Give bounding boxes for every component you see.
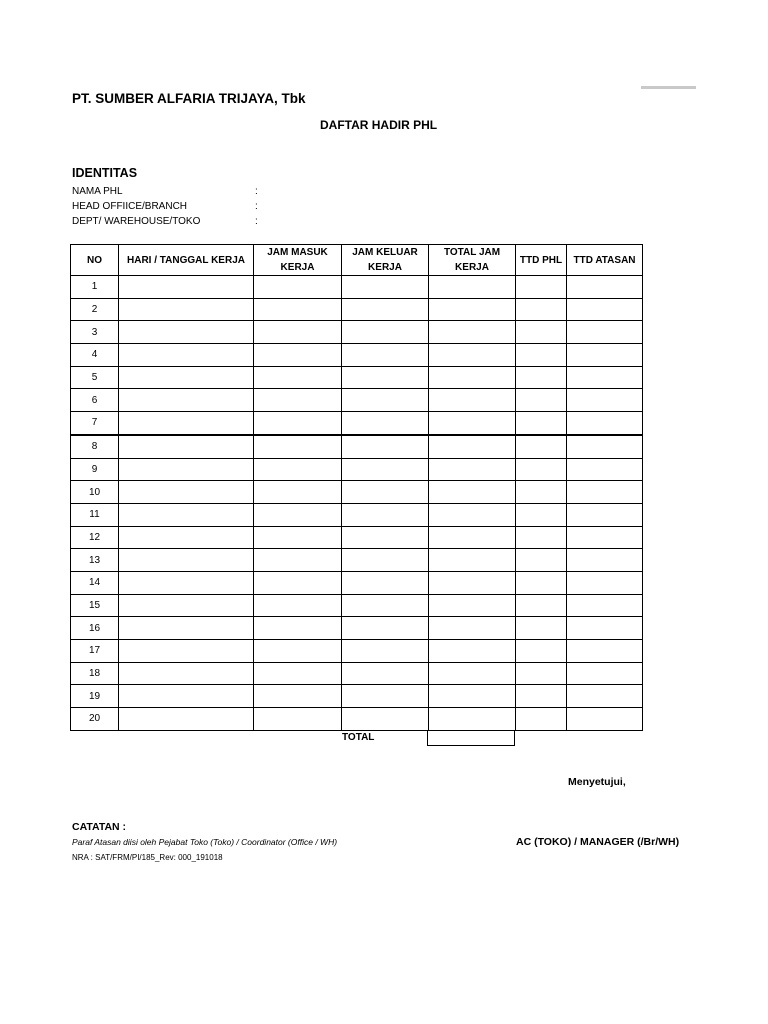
time-out-cell[interactable] (342, 571, 429, 594)
phl-signature-cell[interactable] (516, 594, 567, 617)
field-separator: : (255, 201, 258, 212)
supervisor-signature-cell[interactable] (567, 662, 643, 685)
total-hours-cell[interactable] (429, 526, 516, 549)
column-header-time-out: JAM KELUAR KERJA (342, 245, 429, 276)
table-row (71, 389, 643, 412)
phl-signature-cell[interactable] (516, 366, 567, 389)
phl-signature-cell[interactable] (516, 549, 567, 572)
time-out-cell[interactable] (342, 549, 429, 572)
supervisor-signature-cell[interactable] (567, 412, 643, 435)
column-header-phl-signature: TTD PHL (516, 245, 567, 276)
row-number: 13 (71, 549, 119, 572)
table-row (71, 481, 643, 504)
date-cell[interactable] (119, 344, 254, 367)
column-header-no: NO (71, 245, 119, 276)
notes-heading: CATATAN : (72, 821, 127, 833)
column-header-time-in: JAM MASUK KERJA (254, 245, 342, 276)
phl-signature-cell[interactable] (516, 640, 567, 663)
top-decorative-rule (641, 86, 696, 89)
total-hours-cell[interactable] (429, 640, 516, 663)
time-in-cell[interactable] (254, 617, 342, 640)
date-cell[interactable] (119, 298, 254, 321)
time-in-cell[interactable] (254, 276, 342, 299)
document-title: DAFTAR HADIR PHL (320, 118, 438, 132)
total-hours-cell[interactable] (429, 412, 516, 435)
time-out-cell[interactable] (342, 344, 429, 367)
supervisor-signature-cell[interactable] (567, 685, 643, 708)
table-row (71, 435, 643, 458)
supervisor-signature-cell[interactable] (567, 298, 643, 321)
date-cell[interactable] (119, 640, 254, 663)
table-row (71, 571, 643, 594)
field-separator: : (255, 216, 258, 227)
field-label-nama-phl: NAMA PHL (72, 186, 123, 197)
date-cell[interactable] (119, 594, 254, 617)
row-number: 15 (71, 594, 119, 617)
row-number: 2 (71, 298, 119, 321)
total-hours-cell[interactable] (429, 321, 516, 344)
phl-signature-cell[interactable] (516, 298, 567, 321)
date-cell[interactable] (119, 685, 254, 708)
date-cell[interactable] (119, 435, 254, 458)
row-number: 4 (71, 344, 119, 367)
field-separator: : (255, 186, 258, 197)
date-cell[interactable] (119, 503, 254, 526)
supervisor-signature-cell[interactable] (567, 481, 643, 504)
time-in-cell[interactable] (254, 435, 342, 458)
time-in-cell[interactable] (254, 708, 342, 731)
date-cell[interactable] (119, 617, 254, 640)
time-out-cell[interactable] (342, 640, 429, 663)
row-number: 18 (71, 662, 119, 685)
total-hours-cell[interactable] (429, 503, 516, 526)
time-in-cell[interactable] (254, 503, 342, 526)
date-cell[interactable] (119, 526, 254, 549)
time-out-cell[interactable] (342, 366, 429, 389)
row-number: 3 (71, 321, 119, 344)
phl-signature-cell[interactable] (516, 503, 567, 526)
time-in-cell[interactable] (254, 571, 342, 594)
time-in-cell[interactable] (254, 298, 342, 321)
supervisor-signature-cell[interactable] (567, 640, 643, 663)
table-row (71, 503, 643, 526)
row-number: 1 (71, 276, 119, 299)
row-number: 12 (71, 526, 119, 549)
total-label: TOTAL (342, 732, 375, 743)
time-out-cell[interactable] (342, 662, 429, 685)
supervisor-signature-cell[interactable] (567, 594, 643, 617)
signer-title: AC (TOKO) / MANAGER (/Br/WH) (516, 836, 680, 848)
phl-signature-cell[interactable] (516, 571, 567, 594)
notes-text: Paraf Atasan diisi oleh Pejabat Toko (Toko) / Coordinator (Office / WH) (72, 837, 338, 847)
date-cell[interactable] (119, 481, 254, 504)
total-hours-cell[interactable] (429, 366, 516, 389)
table-row (71, 344, 643, 367)
time-in-cell[interactable] (254, 594, 342, 617)
table-row (71, 708, 643, 731)
table-row (71, 617, 643, 640)
table-row (71, 321, 643, 344)
time-out-cell[interactable] (342, 435, 429, 458)
supervisor-signature-cell[interactable] (567, 366, 643, 389)
total-hours-cell[interactable] (429, 594, 516, 617)
total-hours-cell[interactable] (429, 458, 516, 481)
phl-signature-cell[interactable] (516, 389, 567, 412)
date-cell[interactable] (119, 458, 254, 481)
total-hours-cell[interactable] (429, 298, 516, 321)
supervisor-signature-cell[interactable] (567, 571, 643, 594)
total-hours-cell[interactable] (429, 708, 516, 731)
row-number: 20 (71, 708, 119, 731)
supervisor-signature-cell[interactable] (567, 617, 643, 640)
supervisor-signature-cell[interactable] (567, 549, 643, 572)
date-cell[interactable] (119, 366, 254, 389)
total-hours-cell[interactable] (429, 435, 516, 458)
row-number: 16 (71, 617, 119, 640)
time-out-cell[interactable] (342, 708, 429, 731)
time-out-cell[interactable] (342, 617, 429, 640)
row-number: 11 (71, 503, 119, 526)
row-number: 6 (71, 389, 119, 412)
supervisor-signature-cell[interactable] (567, 321, 643, 344)
time-out-cell[interactable] (342, 276, 429, 299)
time-out-cell[interactable] (342, 503, 429, 526)
phl-signature-cell[interactable] (516, 685, 567, 708)
row-number: 8 (71, 435, 119, 458)
identity-heading: IDENTITAS (72, 166, 138, 180)
phl-signature-cell[interactable] (516, 481, 567, 504)
phl-signature-cell[interactable] (516, 526, 567, 549)
table-row (71, 526, 643, 549)
time-out-cell[interactable] (342, 389, 429, 412)
date-cell[interactable] (119, 412, 254, 435)
column-header-supervisor-signature: TTD ATASAN (567, 245, 643, 276)
phl-signature-cell[interactable] (516, 276, 567, 299)
time-in-cell[interactable] (254, 321, 342, 344)
supervisor-signature-cell[interactable] (567, 708, 643, 731)
phl-signature-cell[interactable] (516, 344, 567, 367)
supervisor-signature-cell[interactable] (567, 344, 643, 367)
phl-signature-cell[interactable] (516, 412, 567, 435)
date-cell[interactable] (119, 708, 254, 731)
date-cell[interactable] (119, 549, 254, 572)
time-out-cell[interactable] (342, 594, 429, 617)
table-body (71, 276, 643, 731)
time-in-cell[interactable] (254, 366, 342, 389)
field-label-dept: DEPT/ WAREHOUSE/TOKO (72, 216, 201, 227)
table-row (71, 685, 643, 708)
form-code: NRA : SAT/FRM/PI/185_Rev: 000_191018 (72, 853, 223, 862)
column-header-date: HARI / TANGGAL KERJA (119, 245, 254, 276)
date-cell[interactable] (119, 571, 254, 594)
phl-signature-cell[interactable] (516, 458, 567, 481)
total-hours-cell[interactable] (427, 730, 515, 746)
row-number: 7 (71, 412, 119, 435)
total-hours-cell[interactable] (429, 617, 516, 640)
time-out-cell[interactable] (342, 685, 429, 708)
table-row (71, 549, 643, 572)
table-row (71, 276, 643, 299)
table-row (71, 640, 643, 663)
total-hours-cell[interactable] (429, 685, 516, 708)
total-hours-cell[interactable] (429, 549, 516, 572)
company-name: PT. SUMBER ALFARIA TRIJAYA, Tbk (72, 91, 306, 106)
time-in-cell[interactable] (254, 685, 342, 708)
row-number: 14 (71, 571, 119, 594)
total-hours-cell[interactable] (429, 481, 516, 504)
total-hours-cell[interactable] (429, 344, 516, 367)
time-out-cell[interactable] (342, 458, 429, 481)
row-number: 5 (71, 366, 119, 389)
attendance-table (70, 244, 643, 731)
approval-label: Menyetujui, (568, 776, 626, 788)
total-hours-cell[interactable] (429, 662, 516, 685)
time-out-cell[interactable] (342, 526, 429, 549)
time-out-cell[interactable] (342, 412, 429, 435)
table-row (71, 594, 643, 617)
table-row (71, 412, 643, 435)
time-in-cell[interactable] (254, 526, 342, 549)
supervisor-signature-cell[interactable] (567, 503, 643, 526)
time-in-cell[interactable] (254, 412, 342, 435)
table-row (71, 298, 643, 321)
table-row (71, 662, 643, 685)
date-cell[interactable] (119, 662, 254, 685)
date-cell[interactable] (119, 321, 254, 344)
time-out-cell[interactable] (342, 321, 429, 344)
time-out-cell[interactable] (342, 481, 429, 504)
supervisor-signature-cell[interactable] (567, 276, 643, 299)
phl-signature-cell[interactable] (516, 435, 567, 458)
time-in-cell[interactable] (254, 662, 342, 685)
supervisor-signature-cell[interactable] (567, 526, 643, 549)
total-hours-cell[interactable] (429, 571, 516, 594)
row-number: 17 (71, 640, 119, 663)
time-in-cell[interactable] (254, 640, 342, 663)
supervisor-signature-cell[interactable] (567, 458, 643, 481)
table-row (71, 458, 643, 481)
phl-signature-cell[interactable] (516, 708, 567, 731)
field-label-head-office: HEAD OFFIICE/BRANCH (72, 201, 188, 212)
phl-signature-cell[interactable] (516, 662, 567, 685)
table-header-row (71, 245, 643, 276)
row-number: 19 (71, 685, 119, 708)
time-out-cell[interactable] (342, 298, 429, 321)
time-in-cell[interactable] (254, 458, 342, 481)
date-cell[interactable] (119, 276, 254, 299)
phl-signature-cell[interactable] (516, 617, 567, 640)
row-number: 10 (71, 481, 119, 504)
table-row (71, 366, 643, 389)
time-in-cell[interactable] (254, 344, 342, 367)
column-header-total-hours: TOTAL JAM KERJA (429, 245, 516, 276)
time-in-cell[interactable] (254, 481, 342, 504)
row-number: 9 (71, 458, 119, 481)
time-in-cell[interactable] (254, 389, 342, 412)
total-hours-cell[interactable] (429, 389, 516, 412)
supervisor-signature-cell[interactable] (567, 389, 643, 412)
phl-signature-cell[interactable] (516, 321, 567, 344)
date-cell[interactable] (119, 389, 254, 412)
total-hours-cell[interactable] (429, 276, 516, 299)
time-in-cell[interactable] (254, 549, 342, 572)
supervisor-signature-cell[interactable] (567, 435, 643, 458)
